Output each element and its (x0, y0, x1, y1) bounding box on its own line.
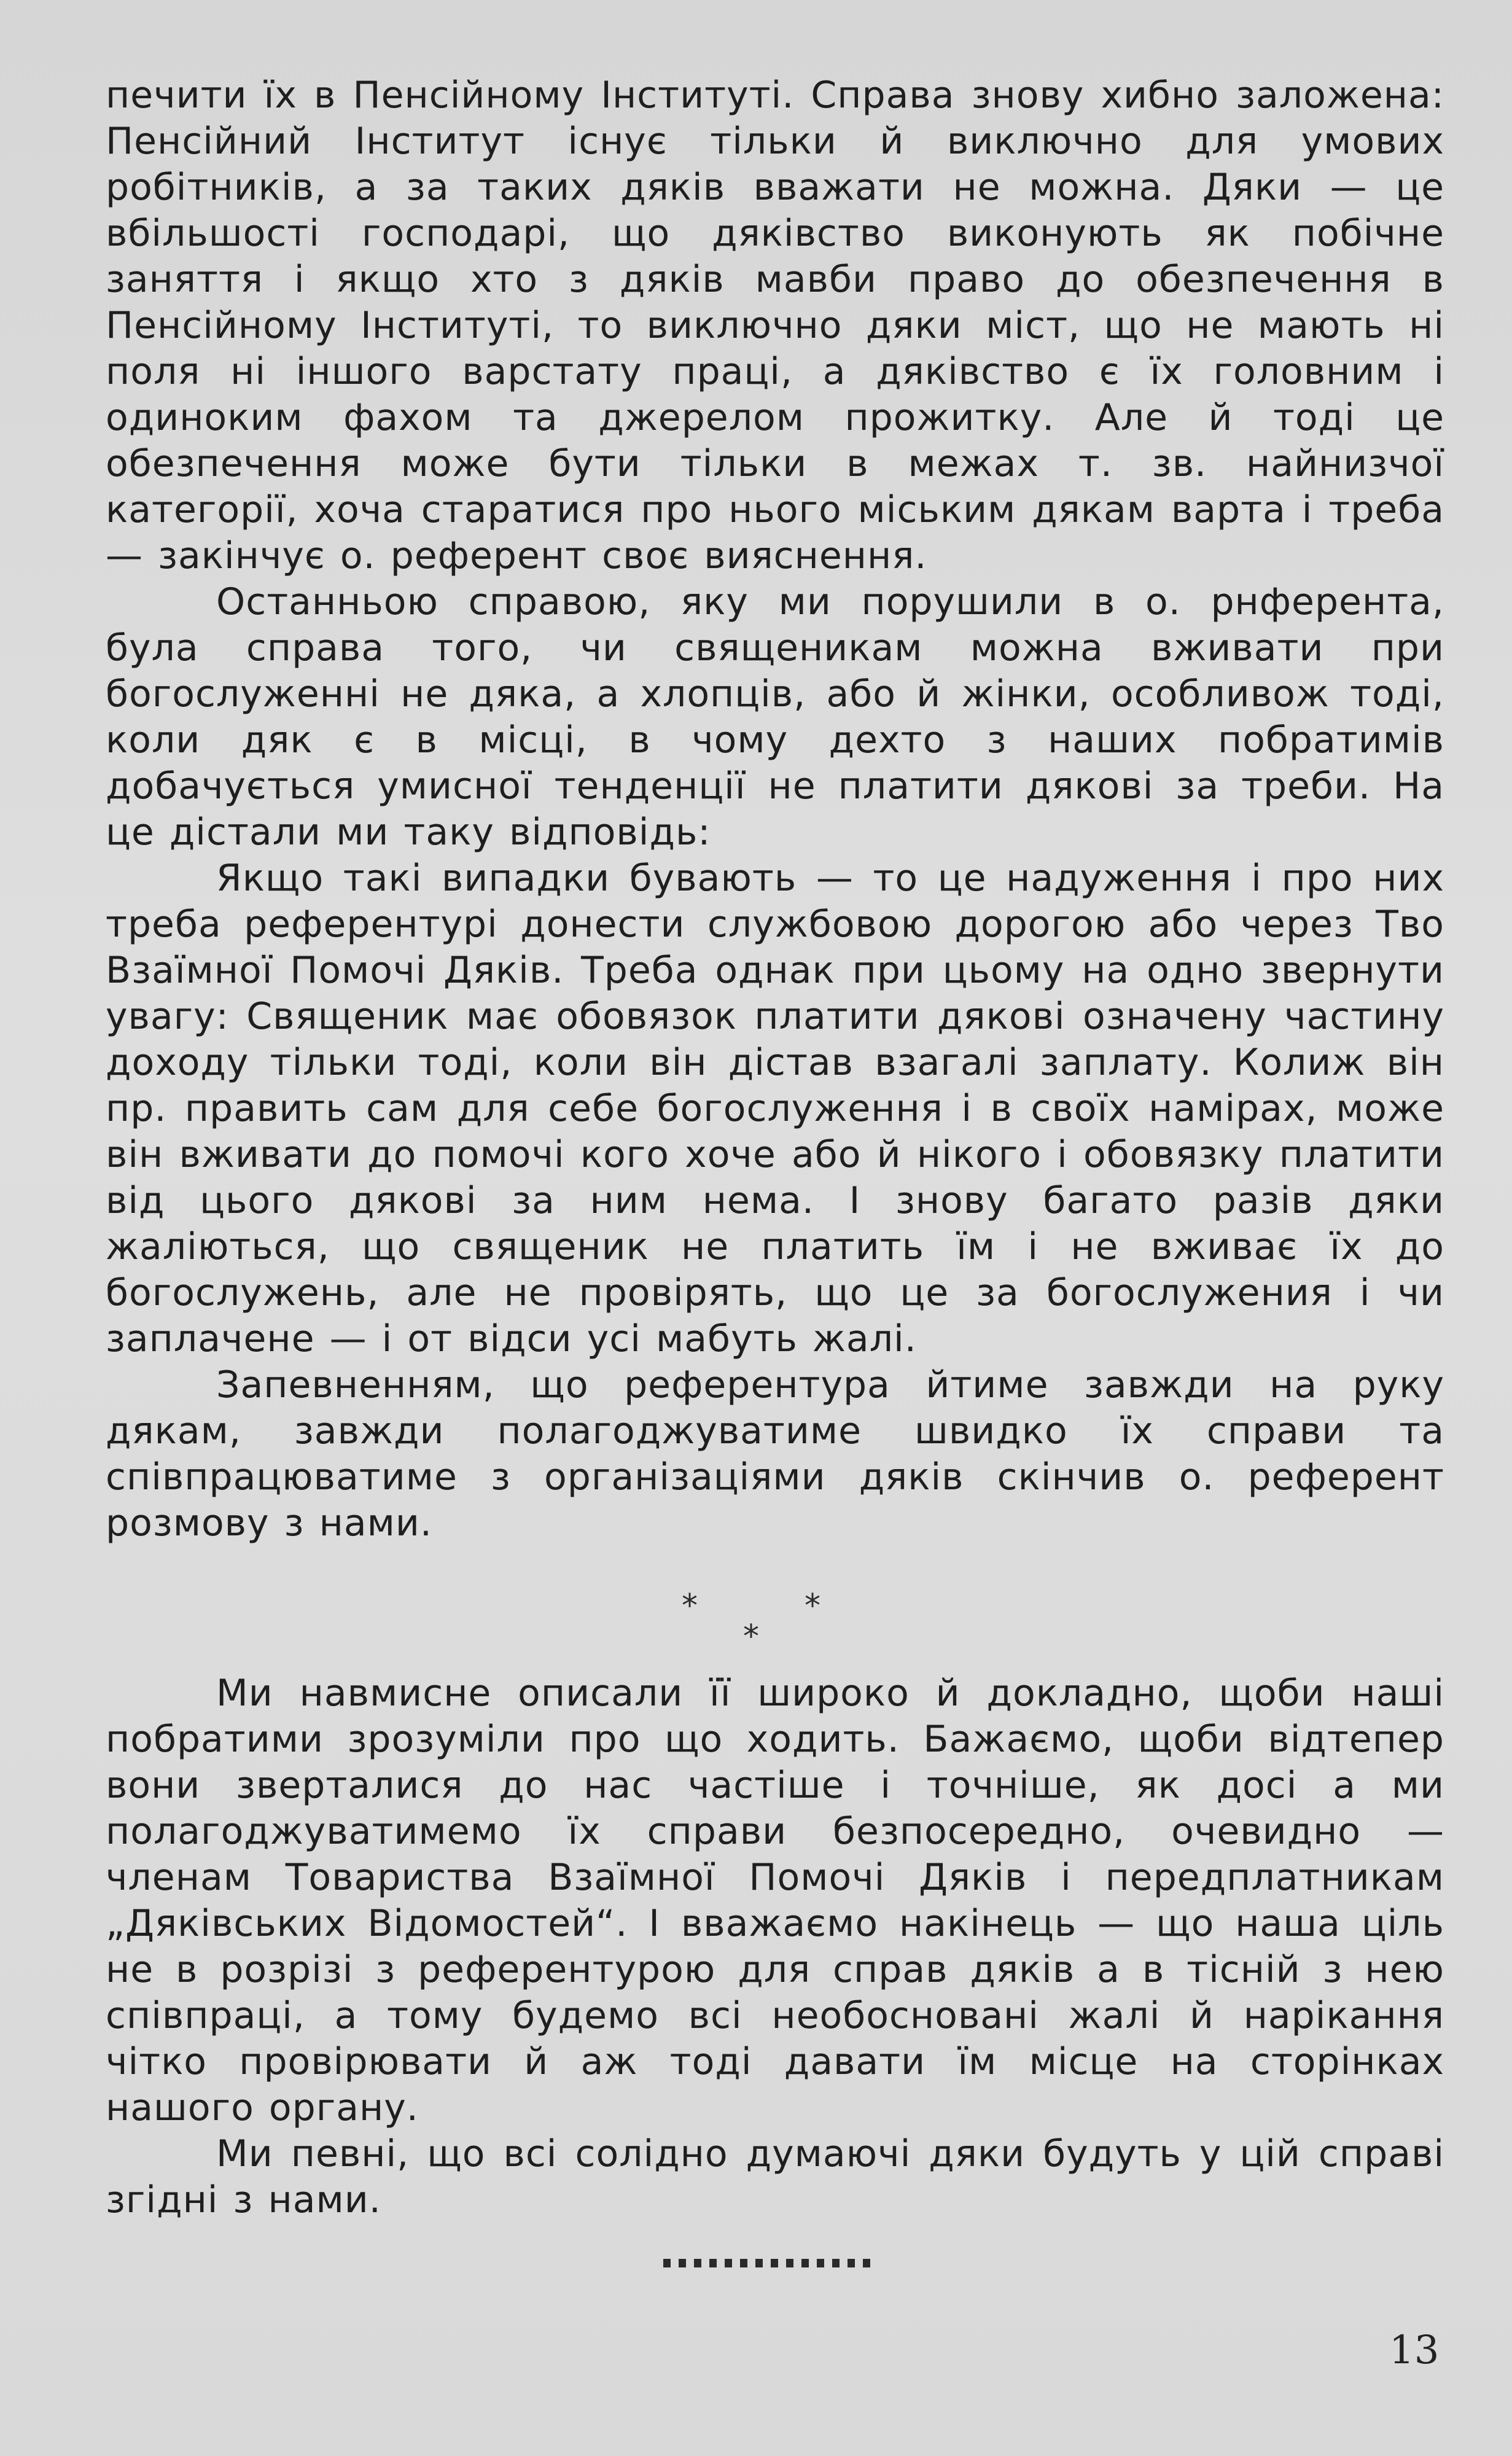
paragraph-last-question: Останньою справою, яку ми порушили в о. рнферента, була справа того, чи священикам можна вживати при богослуженні не дяка, а хлопців, або й жінки, особливож тоді, коли дяк є в місці, в чому дехто з наших побратимів добачується умисної тенденції не платити дякові за треби. На це дістали ми таку відповідь: (106, 580, 1444, 854)
article-section-two (106, 1670, 1444, 2223)
paragraph-editorial: Ми навмисне описали її широко й докладно, щоби наші побратими зрозуміли про що ходить. Бажаємо, щоби відтепер вони зверталися до нас частіше і точніше, як досі а ми полагоджуватимемо їх справи безпосередно, очевидно — членам Товариства Взаїмної Помочі Дяків і передплатникам „Дяківських Відомостей“. І вважаємо накінець — що наша ціль не в розрізі з референтурою для справ дяків а в тісній з нею співпраці, а тому будемо всі необосновані жалі й нарікання чітко провірювати й аж тоді давати їм місце на сторінках нашого органу. (106, 1672, 1444, 2129)
article-section-one (106, 72, 1444, 1546)
paragraph-pension-institute: печити їх в Пенсійному Інституті. Справа знову хибно заложена: Пенсійний Інститут існує тільки й виключно для умових робітників, а за таких дяків вважати не можна. Дяки — це вбільшості господарі, що дяківство виконують як побічне заняття і якщо хто з дяків мавби право до обезпечення в Пенсійному Інституті, то виключно дяки міст, що не мають ні поля ні іншого варстату праці, а дяківство є їх головним і одиноким фахом та джерелом прожитку. Але й тоді це обезпечення може бути тільки в межах т. зв. найнизчої категорії, хоча старатися про нього міським дякам варта і треба — закінчує о. референт своє вияснення. (106, 74, 1444, 577)
page-number: 13 (1389, 2328, 1440, 2373)
paragraph-closing: Ми певні, що всі солідно думаючі дяки будуть у цій справі згідні з нами. (106, 2132, 1444, 2221)
asterisk-bottom: * (743, 1618, 759, 1655)
asterism-separator (663, 1588, 848, 1655)
asterisk-right: * (805, 1588, 820, 1624)
dotted-end-rule (663, 2259, 878, 2267)
paragraph-answer: Якщо такі випадки бувають — то це надуження і про них треба референтурі донести службовою дорогою або через Тво Взаїмної Помочі Дяків. Треба однак при цьому на одно звернути увагу: Священик має обовязок платити дякові означену частину доходу тільки тоді, коли він дістав взагалі заплату. Колиж він пр. править сам для себе богослуження і в своїх намірах, може він вживати до помочі кого хоче або й нікого і обовязку платити від цього дякові за ним нема. І знову багато разів дяки жаліються, що священик не платить їм і не вживає їх до богослужень, але не провірять, що це за богослужения і чи заплачене — і от відси усі мабуть жалі. (106, 857, 1444, 1360)
asterisk-left: * (682, 1588, 698, 1624)
paragraph-assurance: Запевненням, що референтура йтиме завжди на руку дякам, завжди полагоджуватиме швидко їх справи та співпрацюватиме з організаціями дяків скінчив о. референт розмову з нами. (106, 1363, 1444, 1545)
